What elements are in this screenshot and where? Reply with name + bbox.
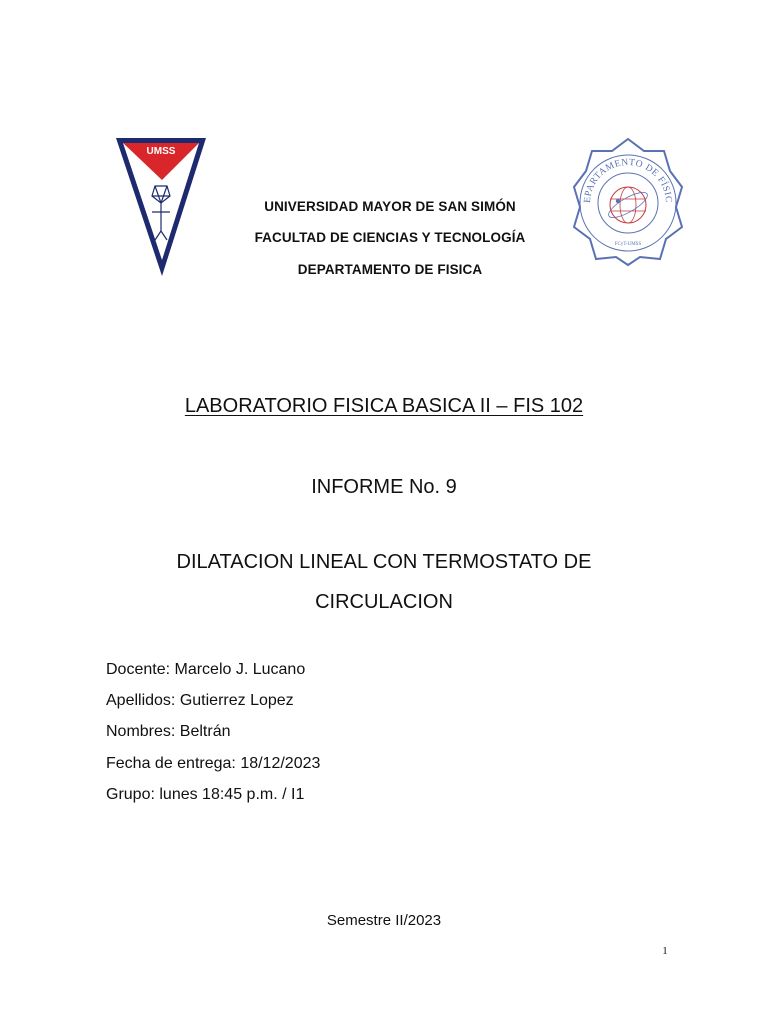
seal-text: EPARTAMENTO DE FÍSIC [582,157,674,204]
lab-title-text: LABORATORIO FISICA BASICA II – FIS 102 [184,395,584,417]
seal-globe [605,187,650,223]
department-name: DEPARTAMENTO DE FISICA [297,262,483,277]
info-apellidos: Apellidos: Gutierrez Lopez [106,692,294,709]
info-nombres: Nombres: Beltrán [106,723,231,740]
university-name: UNIVERSIDAD MAYOR DE SAN SIMÓN [264,199,516,214]
info-fecha-entrega: Fecha de entrega: 18/12/2023 [106,755,321,772]
info-grupo: Grupo: lunes 18:45 p.m. / I1 [106,786,305,803]
info-docente: Docente: Marcelo J. Lucano [106,661,306,678]
page-number: 1 [662,945,668,957]
semester: Semestre II/2023 [326,912,442,929]
umss-logo-text: UMSS [146,146,176,157]
report-topic-line-2: CIRCULACION [315,591,453,613]
report-number: INFORME No. 9 [311,476,457,498]
lab-title [0,395,768,418]
report-topic-line-1: DILATACION LINEAL CON TERMOSTATO DE [176,551,592,573]
faculty-name: FACULTAD DE CIENCIAS Y TECNOLOGÍA [254,230,526,245]
seal-subtext: FCyT-UMSS [614,242,642,247]
